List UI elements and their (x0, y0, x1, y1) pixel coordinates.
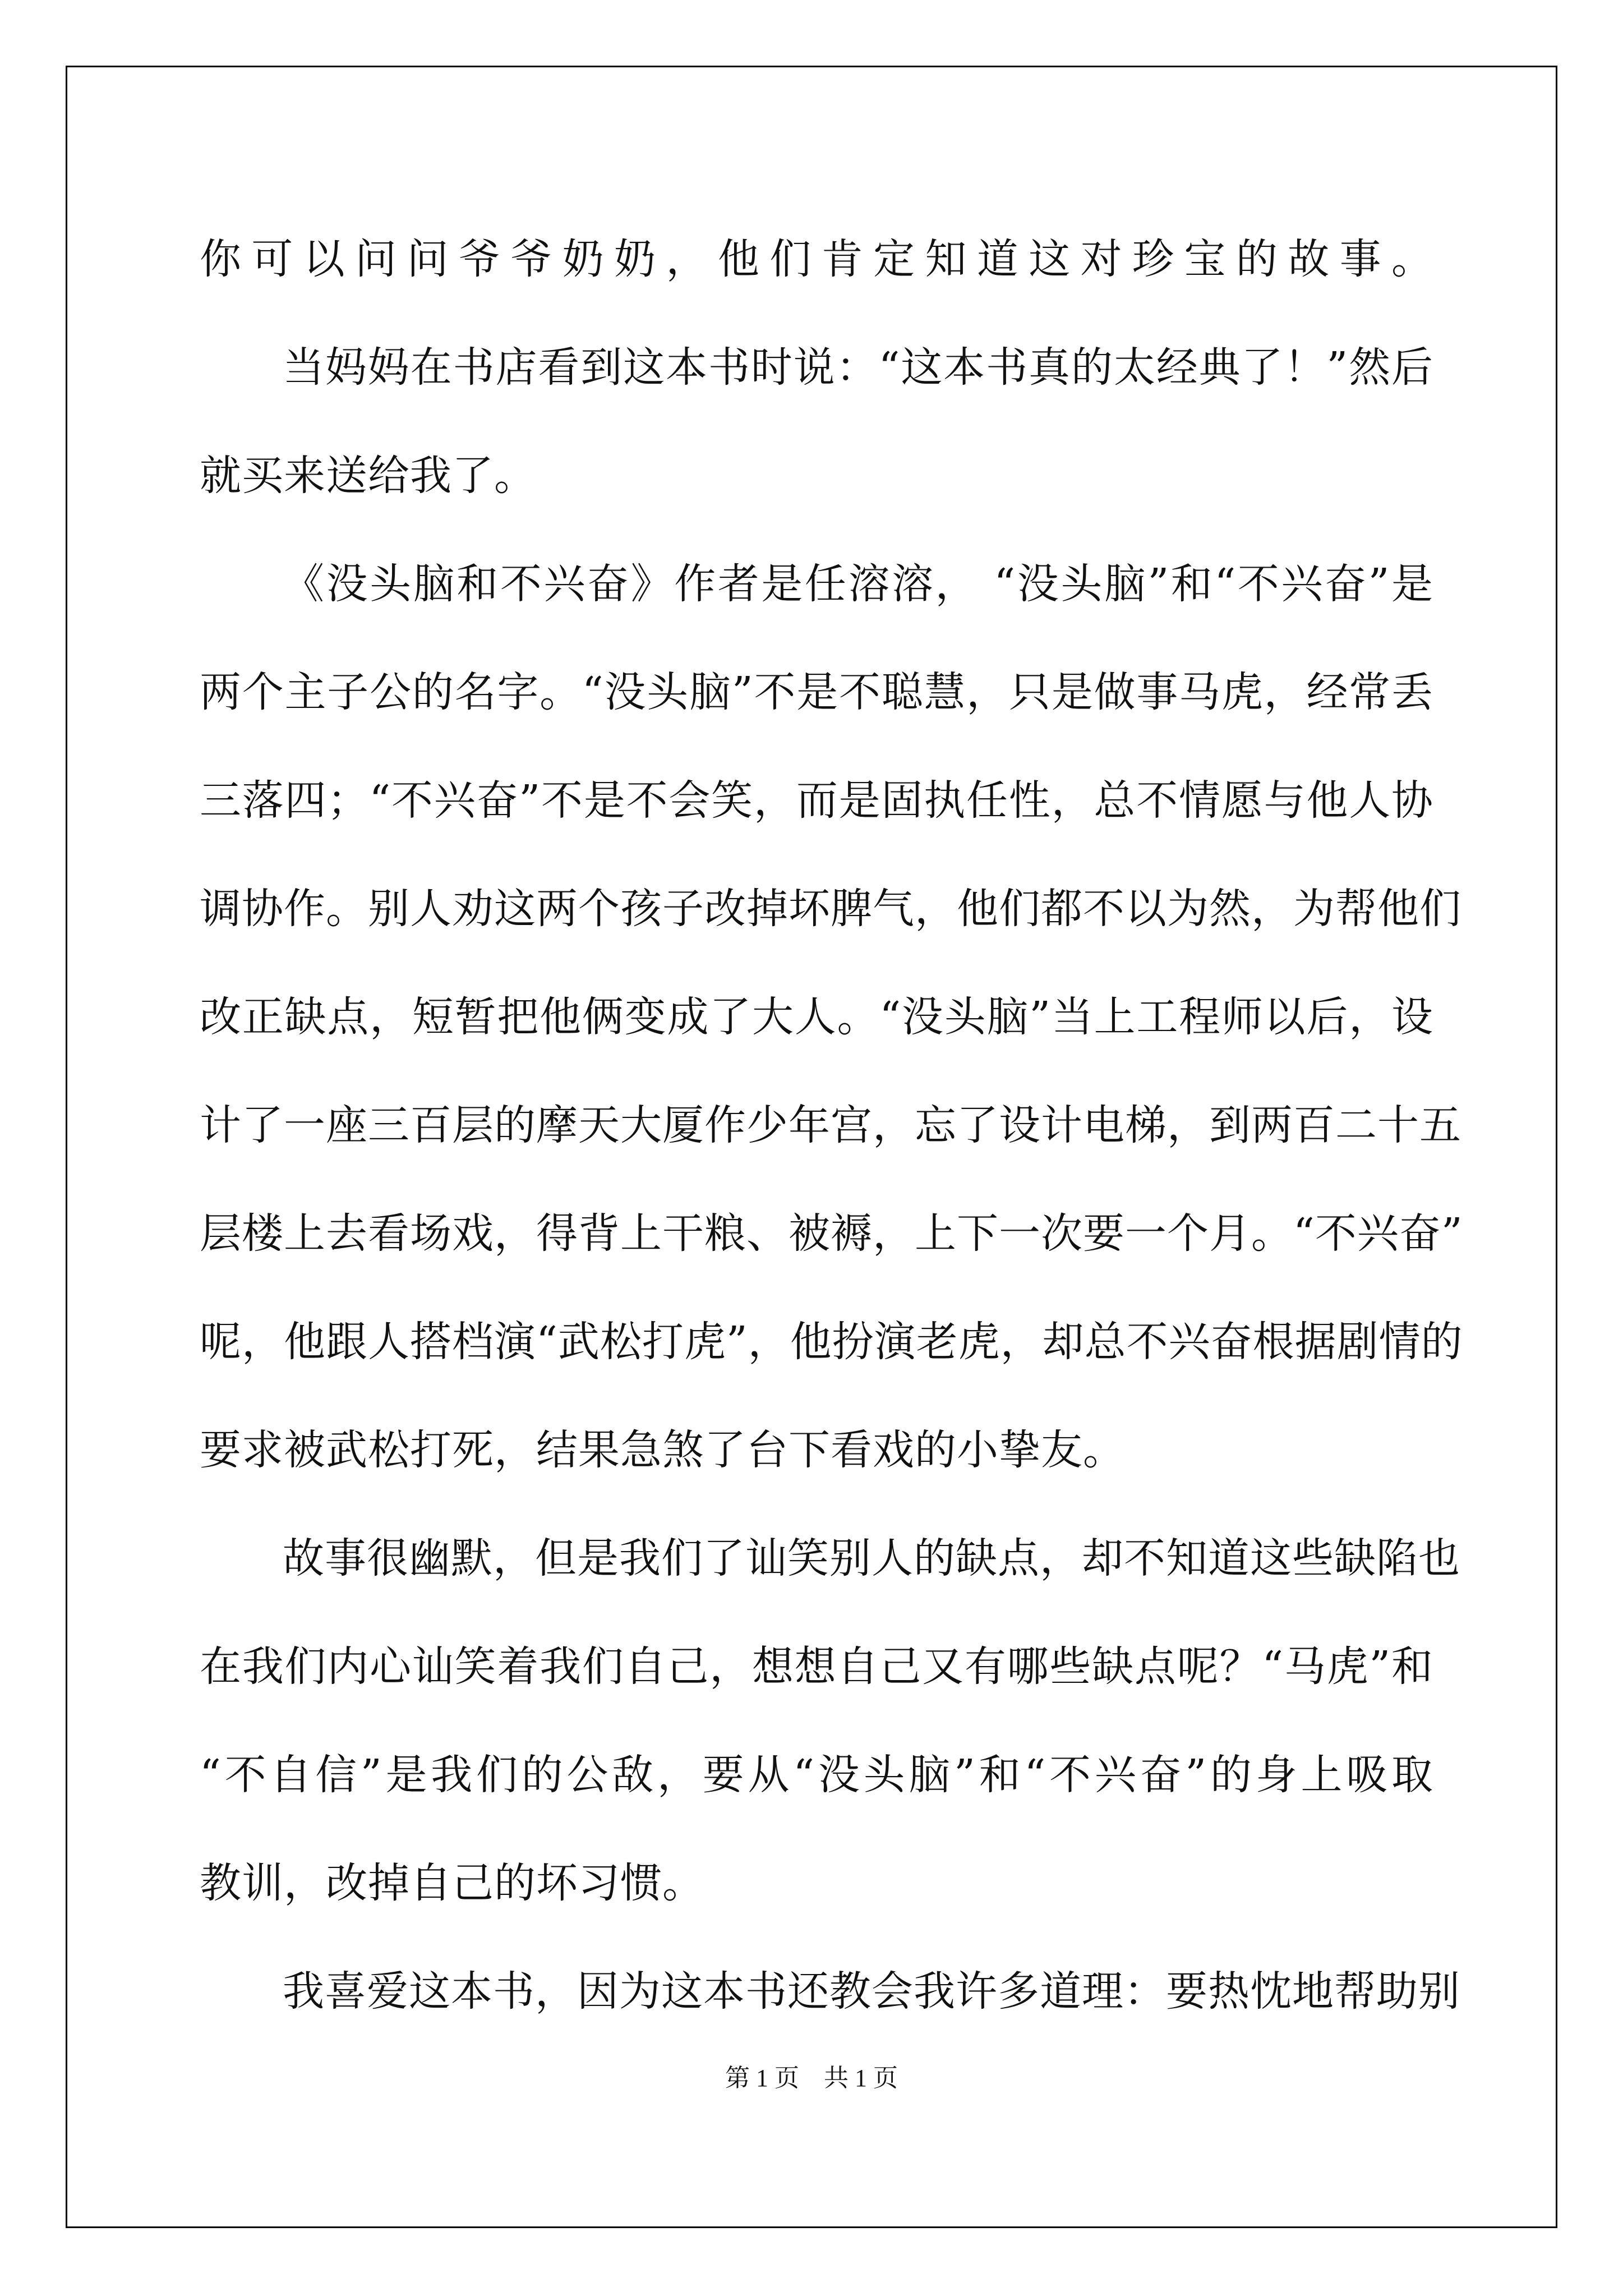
text-line: 教训，改掉自己的坏习惯。 (200, 1859, 704, 1907)
text-line: 三落四；“不兴奋”不是不会笑，而是固执任性，总不情愿与他人协 (200, 776, 1433, 825)
text-line: 我喜爱这本书，因为这本书还教会我许多道理：要热忱地帮助别 (283, 1967, 1460, 2016)
text-line: 在我们内心讪笑着我们自己，想想自己又有哪些缺点呢？“马虎”和 (200, 1642, 1433, 1691)
document-body (200, 205, 1463, 2046)
text-line: 就买来送给我了。 (200, 452, 536, 500)
text-line: 改正缺点，短暂把他俩变成了大人。“没头脑”当上工程师以后，设 (200, 993, 1433, 1041)
text-line: 你可以问问爷爷奶奶，他们肯定知道这对珍宝的故事。 (200, 235, 1433, 283)
text-line: 调协作。别人劝这两个孩子改掉坏脾气，他们都不以为然，为帮他们 (200, 885, 1461, 933)
page-number-footer: 第 1 页 共 1 页 (725, 2064, 898, 2092)
text-line: 呢，他跟人搭档演“武松打虎”，他扮演老虎，却总不兴奋根据剧情的 (200, 1318, 1463, 1366)
text-line: 两个主子公的名字。“没头脑”不是不聪慧，只是做事马虎，经常丢 (200, 668, 1433, 716)
text-line: 故事很幽默，但是我们了讪笑别人的缺点，却不知道这些缺陷也 (283, 1534, 1460, 1582)
text-line: 计了一座三百层的摩天大厦作少年宫，忘了设计电梯，到两百二十五 (200, 1101, 1461, 1149)
text-line: 层楼上去看场戏，得背上干粮、被褥，上下一次要一个月。“不兴奋” (200, 1209, 1463, 1258)
text-line: 当妈妈在书店看到这本书时说：“这本书真的太经典了！”然后 (283, 343, 1433, 392)
text-line: “不自信”是我们的公敌，要从“没头脑”和“不兴奋”的身上吸取 (200, 1751, 1433, 1799)
text-line: 《没头脑和不兴奋》作者是任溶溶， “没头脑”和“不兴奋”是 (283, 560, 1433, 608)
text-line: 要求被武松打死，结果急煞了台下看戏的小挚友。 (200, 1426, 1125, 1474)
